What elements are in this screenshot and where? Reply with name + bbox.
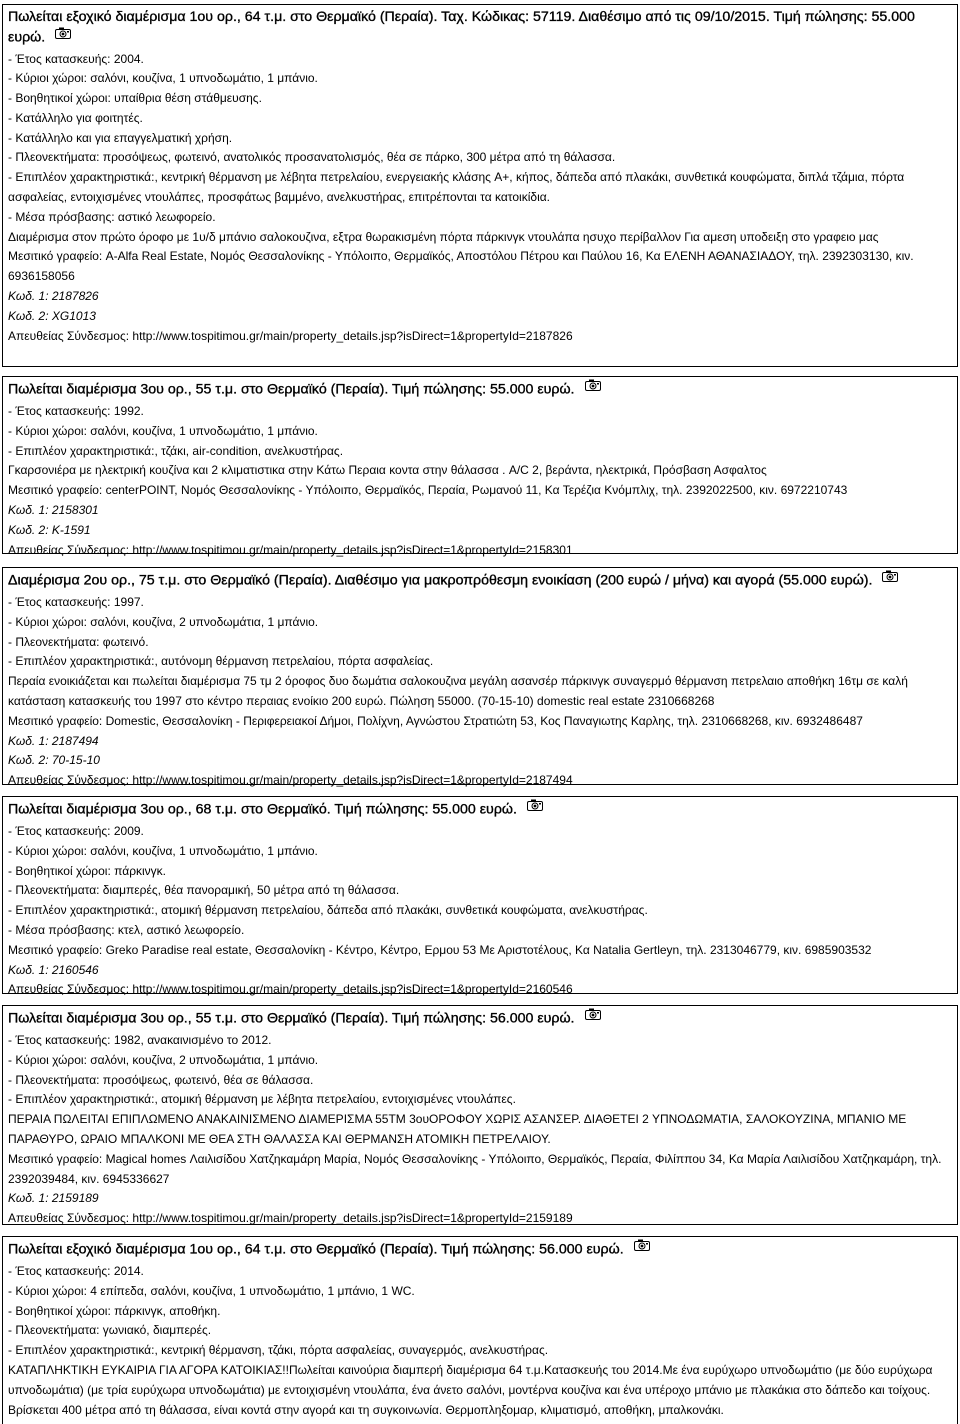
agency-info: Μεσιτικό γραφείο: Domestic, Θεσσαλονίκη - Περιφερειακοί Δήμοι, Πολίχνη, Αγνώστου Στρατιώτη 53, Κος Παναγιωτης Καρλης, τηλ. 2310668268, κιν. 6932486487 bbox=[8, 713, 863, 728]
listing-code: Κωδ. 1: 2158301 bbox=[8, 502, 99, 517]
direct-link[interactable]: Απευθείας Σύνδεσμος: http://www.tospitimou.gr/main/property_details.jsp?isDirect=1&propertyId=2160546 bbox=[8, 982, 573, 997]
listing-line: - Μέσα πρόσβασης: αστικό λεωφορείο. bbox=[8, 209, 216, 224]
listing-line: - Επιπλέον χαρακτηριστικά:, κεντρική θέρμανση με λέβητα πετρελαίου, ενεργειακής κλάσης A+, κήπος, δάπεδα από πλακάκι, συνθετικά κουφώματα, διπλά τζάμια, πόρτα ασφαλείας, εντοιχισμένες ντουλάπες, προσφάτως βαμμένο, ανελκυστήρας, επιτρέπονται τα κατοικίδια. bbox=[8, 170, 905, 205]
agency-info: Μεσιτικό γραφείο: Magical homes Λαιλισίδου Χατζηκαμάρη Μαρία, Νομός Θεσσαλονίκης - Υπόλοιπο, Θερμαϊκός, Περαία, Φιλίππου 34, Κα Μαρία Λαιλισίδου Χατζηκαμάρη, τηλ. 2392039484, κιν. 6945336627 bbox=[8, 1151, 942, 1186]
listing-code: Κωδ. 1: 2159189 bbox=[8, 1191, 99, 1206]
listing-line: - Κατάλληλο για φοιτητές. bbox=[8, 110, 143, 125]
listing-title-text: Πωλείται διαμέρισμα 3ου ορ., 68 τ.μ. στο Θερμαϊκό. Τιμή πώλησης: 55.000 ευρώ. bbox=[8, 801, 517, 818]
listing-code: Κωδ. 2: K-1591 bbox=[8, 522, 91, 537]
listing-line: - Έτος κατασκευής: 2014. bbox=[8, 1264, 144, 1278]
direct-link[interactable]: Απευθείας Σύνδεσμος: http://www.tospitimou.gr/main/property_details.jsp?isDirect=1&propertyId=2158301 bbox=[8, 542, 573, 557]
listing-5 bbox=[2, 1005, 958, 1225]
listing-title bbox=[8, 800, 952, 820]
listing-description: ΠΕΡΑΙΑ ΠΩΛΕΙΤΑΙ ΕΠΙΠΛΩΜΕΝΟ ΑΝΑΚΑΙΝΙΣΜΕΝΟ ΔΙΑΜΕΡΙΣΜΑ 55ΤΜ 3ουΟΡΟΦΟΥ ΧΩΡΙΣ ΑΣΑΝΣΕΡ. ΔΙΑΘΕΤΕΙ 2 ΥΠΝΟΔΩΜΑΤΙΑ, ΣΑΛΟΚΟΥΖΙΝΑ, ΜΠΑΝΙΟ ΜΕ ΠΑΡΑΘΥΡΟ, ΩΡΑΙΟ ΜΠΑΛΚΟΝΙ ΜΕ ΘΕΑ ΣΤΗ ΘΑΛΑΣΣΑ ΚΑΙ ΘΕΡΜΑΝΣΗ ΑΤΟΜΙΚΗ ΠΕΤΡΕΛΑΙΟΥ. bbox=[8, 1112, 907, 1146]
agency-info: Μεσιτικό γραφείο: centerPOINT, Νομός Θεσσαλονίκης - Υπόλοιπο, Θερμαϊκός, Περαία, Ρωμανού 11, Κα Τερέζια Κνόμπλιχ, τηλ. 2392022500, κιν. 6972210743 bbox=[8, 483, 848, 498]
listing-code: Κωδ. 2: 70-15-10 bbox=[8, 753, 100, 768]
direct-link[interactable]: Απευθείας Σύνδεσμος: http://www.tospitimou.gr/main/property_details.jsp?isDirect=1&propertyId=2187826 bbox=[8, 328, 573, 343]
listing-title bbox=[8, 8, 952, 48]
listing-title-text: Πωλείται εξοχικό διαμέρισμα 1ου ορ., 64 τ.μ. στο Θερμαϊκό (Περαία). Τιμή πώλησης: 56.000 ευρώ. bbox=[8, 1241, 624, 1258]
camera-icon[interactable] bbox=[634, 1238, 650, 1258]
listing-line: - Επιπλέον χαρακτηριστικά:, κεντρική θέρμανση, τζάκι, πόρτα ασφαλείας, συναγερμός, ανελκυστήρας. bbox=[8, 1343, 549, 1358]
listing-title-text: Διαμέρισμα 2ου ορ., 75 τ.μ. στο Θερμαϊκό (Περαία). Διαθέσιμο για μακροπρόθεσμη ενοικίαση (200 ευρώ / μήνα) και αγορά (55.000 ευρώ). bbox=[8, 572, 873, 589]
listing-title-text: Πωλείται εξοχικό διαμέρισμα 1ου ορ., 64 τ.μ. στο Θερμαϊκό (Περαία). Ταχ. Κώδικας: 57119. Διαθέσιμο από τις 09/10/2015. Τιμή πώλησης: 55.000 ευρώ. bbox=[8, 9, 915, 45]
listing-line: - Επιπλέον χαρακτηριστικά:, αυτόνομη θέρμανση πετρελαίου, πόρτα ασφαλείας. bbox=[8, 654, 434, 669]
listing-description: Διαμέρισμα στον πρώτο όροφο με 1υ/δ μπάνιο σαλοκουζινα, εξτρα θωρακισμένη πόρτα πάρκινγκ ντουλάπα ησυχο περίβαλλον Για αμεση υποδειξη στο γραφειο μας bbox=[8, 229, 879, 244]
listing-code: Κωδ. 1: 2187494 bbox=[8, 733, 99, 748]
listing-title bbox=[8, 1009, 952, 1029]
listing-line: - Έτος κατασκευής: 1982, ανακαινισμένο το 2012. bbox=[8, 1033, 272, 1047]
agency-info: Μεσιτικό γραφείο: A-Alfa Real Estate, Νομός Θεσσαλονίκης - Υπόλοιπο, Θερμαϊκός, Αποστόλου Πέτρου και Παύλου 16, Κα ΕΛΕΝΗ ΑΘΑΝΑΣΙΑΔΟΥ, τηλ. 2392303130, κιν. 6936158056 bbox=[8, 249, 914, 284]
listing-line: - Πλεονεκτήματα: προσόψεως, φωτεινό, θέα σε θάλασσα. bbox=[8, 1072, 314, 1087]
listing-title bbox=[8, 380, 952, 400]
listing-line: - Επιπλέον χαρακτηριστικά:, τζάκι, air-condition, ανελκυστήρας. bbox=[8, 443, 344, 458]
camera-icon[interactable] bbox=[585, 378, 601, 398]
direct-link[interactable]: Απευθείας Σύνδεσμος: http://www.tospitimou.gr/main/property_details.jsp?isDirect=1&propertyId=2159189 bbox=[8, 1211, 573, 1226]
listing-line: - Έτος κατασκευής: 2004. bbox=[8, 51, 144, 66]
camera-icon[interactable] bbox=[527, 798, 543, 818]
listing-line: - Έτος κατασκευής: 2009. bbox=[8, 824, 144, 838]
listing-1 bbox=[2, 4, 958, 367]
listing-line: - Πλεονεκτήματα: γωνιακό, διαμπερές. bbox=[8, 1323, 212, 1338]
listing-6 bbox=[2, 1236, 958, 1424]
listing-title bbox=[8, 571, 952, 591]
listing-line: - Πλεονεκτήματα: διαμπερές, θέα πανοραμική, 50 μέτρα από τη θάλασσα. bbox=[8, 883, 400, 898]
listing-line: - Κύριοι χώροι: σαλόνι, κουζίνα, 1 υπνοδωμάτιο, 1 μπάνιο. bbox=[8, 71, 318, 86]
listing-description: Γκαρσονιέρα με ηλεκτρική κουζίνα και 2 κλιματιστικα στην Κάτω Περαια κοντα στην θάλασσα . A/C 2, βεράντα, ηλεκτρικά, Πρόσβαση Ασφαλτος bbox=[8, 463, 767, 478]
listing-line: - Βοηθητικοί χώροι: πάρκινγκ. bbox=[8, 863, 167, 878]
agency-info: Μεσιτικό γραφείο: Greko Paradise real estate, Θεσσαλονίκη - Κέντρο, Κέντρο, Ερμου 53 Με Αριστοτέλους, Κα Natalia Gertleyn, τηλ. 2313046779, κιν. 6985903532 bbox=[8, 942, 872, 957]
listing-line: - Κύριοι χώροι: 4 επίπεδα, σαλόνι, κουζίνα, 1 υπνοδωμάτιο, 1 μπάνιο, 1 WC. bbox=[8, 1283, 415, 1298]
listing-3 bbox=[2, 567, 958, 788]
listing-line: - Έτος κατασκευής: 1992. bbox=[8, 404, 144, 418]
listing-2 bbox=[2, 376, 958, 557]
listing-line: - Κύριοι χώροι: σαλόνι, κουζίνα, 2 υπνοδωμάτια, 1 μπάνιο. bbox=[8, 614, 319, 629]
direct-link[interactable]: Απευθείας Σύνδεσμος: http://www.tospitimou.gr/main/property_details.jsp?isDirect=1&propertyId=2187494 bbox=[8, 773, 573, 788]
listing-description: ΚΑΤΑΠΛΗΚΤΙΚΗ ΕΥΚΑΙΡΙΑ ΓΙΑ ΑΓΟΡΑ ΚΑΤΟΙΚΙΑΣ!!Πωλείται καινούρια διαμπερή διαμέρισμα 64 τ.μ.Κατασκευής του 2014.Με ένα ευρύχωρο υπνοδωμάτιο (με δύο ευρύχωρα υπνοδωμάτια) (με τρία ευρύχωρα υπνοδωμάτια) με εντοιχισμένη ντουλάπα, ένα άνετο σαλόνι, μοντέρνα κουζίνα και ένα υπέροχο μπάνιο με πλακάκια στο δάπεδο και τοίχους. Βρίσκεται 400 μέτρα από τη θάλασσα, είναι κοντά στην αγορά και τη συγκοινωνία. Θερμοπληξομαρ, κλιματισμό, αποθήκη, μπαλκονάκι. bbox=[8, 1362, 933, 1417]
listing-code: Κωδ. 1: 2187826 bbox=[8, 289, 99, 304]
listing-line: - Μέσα πρόσβασης: κτελ, αστικό λεωφορείο. bbox=[8, 922, 245, 937]
listing-4 bbox=[2, 796, 958, 997]
listing-title-text: Πωλείται διαμέρισμα 3ου ορ., 55 τ.μ. στο Θερμαϊκό (Περαία). Τιμή πώλησης: 56.000 ευρώ. bbox=[8, 1010, 575, 1027]
listing-title bbox=[8, 1240, 952, 1260]
camera-icon[interactable] bbox=[55, 26, 71, 46]
listing-line: - Επιπλέον χαρακτηριστικά:, ατομική θέρμανση πετρελαίου, δάπεδα από πλακάκι, συνθετικά κουφώματα, ανελκυστήρας. bbox=[8, 903, 648, 918]
listing-line: - Πλεονεκτήματα: προσόψεως, φωτεινό, ανατολικός προσανατολισμός, θέα σε πάρκο, 300 μέτρα από τη θάλασσα. bbox=[8, 150, 616, 165]
listing-code: Κωδ. 1: 2160546 bbox=[8, 962, 99, 977]
listing-code: Κωδ. 2: XG1013 bbox=[8, 308, 96, 323]
listing-line: - Έτος κατασκευής: 1997. bbox=[8, 595, 144, 609]
listing-line: - Βοηθητικοί χώροι: υπαίθρια θέση στάθμευσης. bbox=[8, 91, 262, 106]
listing-line: - Κατάλληλο και για επαγγελματική χρήση. bbox=[8, 130, 233, 145]
listing-description: Περαία ενοικιάζεται και πωλείται διαμέρισμα 75 τμ 2 όροφος δυο δωμάτια σαλοκουζινα μεγάλη ασανσέρ πάρκινγκ συναγερμό θέρμανση πετρελαιο αποθήκη 16τμ σε καλή κατάσταση κατασκευής του 1997 στο κέντρο περαιας ενοίκιο 200 ευρώ. Πώληση 55000. (70-15-10) domestic real estate 2310668268 bbox=[8, 674, 908, 708]
listing-line: - Κύριοι χώροι: σαλόνι, κουζίνα, 1 υπνοδωμάτιο, 1 μπάνιο. bbox=[8, 423, 318, 438]
listing-line: - Κύριοι χώροι: σαλόνι, κουζίνα, 1 υπνοδωμάτιο, 1 μπάνιο. bbox=[8, 843, 318, 858]
camera-icon[interactable] bbox=[585, 1007, 601, 1027]
listing-line: - Κύριοι χώροι: σαλόνι, κουζίνα, 2 υπνοδωμάτια, 1 μπάνιο. bbox=[8, 1052, 319, 1067]
camera-icon[interactable] bbox=[882, 569, 898, 589]
listing-title-text: Πωλείται διαμέρισμα 3ου ορ., 55 τ.μ. στο Θερμαϊκό (Περαία). Τιμή πώλησης: 55.000 ευρώ. bbox=[8, 381, 575, 398]
listing-line: - Πλεονεκτήματα: φωτεινό. bbox=[8, 634, 149, 649]
listing-line: - Βοηθητικοί χώροι: πάρκινγκ, αποθήκη. bbox=[8, 1303, 221, 1318]
listing-line: - Επιπλέον χαρακτηριστικά:, ατομική θέρμανση με λέβητα πετρελαίου, εντοιχισμένες ντουλάπες. bbox=[8, 1092, 516, 1107]
